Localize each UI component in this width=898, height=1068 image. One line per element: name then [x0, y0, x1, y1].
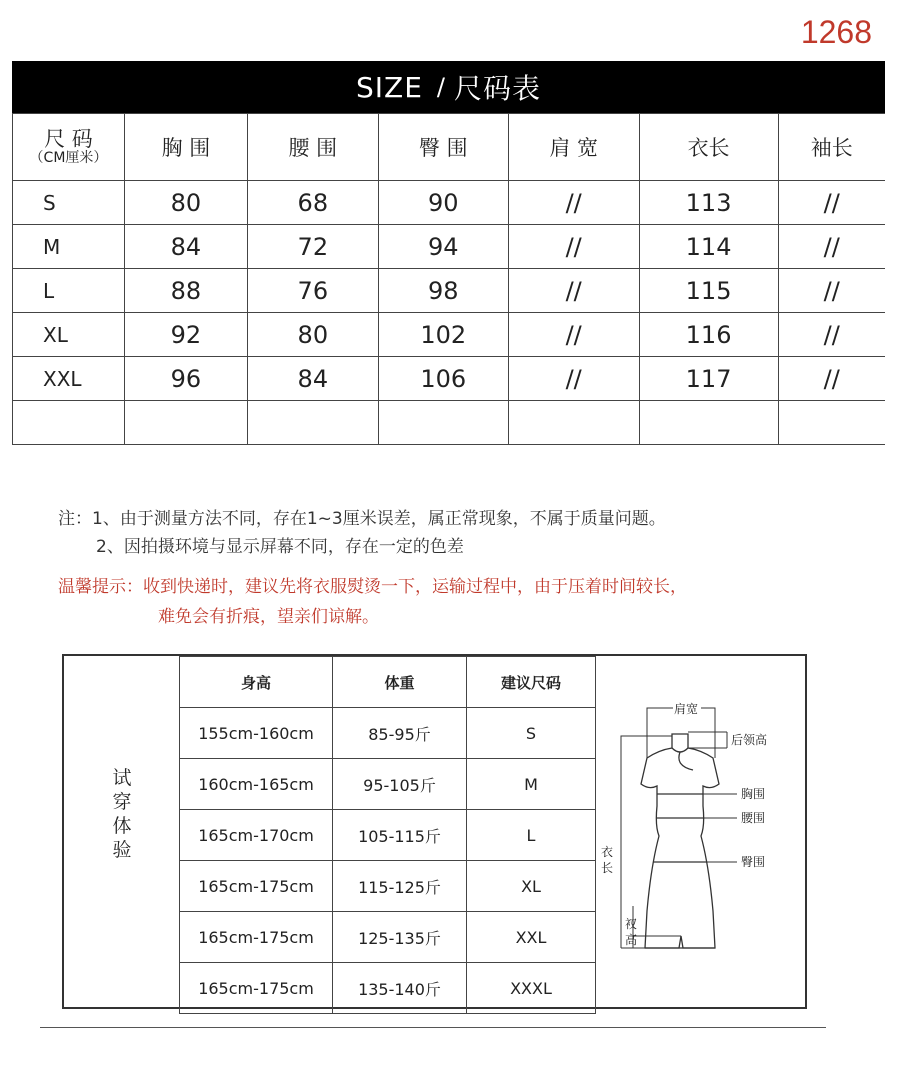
- measurement-notes: [58, 505, 666, 561]
- table-row: [180, 912, 596, 963]
- cell-chest: 92: [124, 313, 247, 357]
- label-shoulder: 肩宽: [674, 702, 699, 716]
- table-row: [13, 313, 886, 357]
- cell-shoulder: //: [508, 357, 639, 401]
- row-size: XXL: [13, 357, 125, 401]
- size-table: [12, 113, 885, 445]
- cell-suggested-size: XXL: [467, 912, 596, 963]
- row-size: L: [13, 269, 125, 313]
- qipao-dress-icon: [641, 734, 719, 948]
- banner-size-text: SIZE: [355, 70, 423, 104]
- table-row: [13, 401, 886, 445]
- cell-sleeve: //: [778, 313, 885, 357]
- cell-sleeve: [778, 401, 885, 445]
- cell-hip: [378, 401, 508, 445]
- fit-side-char: 试: [112, 767, 132, 789]
- header-waist: 腰 围: [247, 114, 378, 181]
- cell-height: 160cm-165cm: [180, 759, 333, 810]
- cell-sleeve: //: [778, 181, 885, 225]
- row-size: M: [13, 225, 125, 269]
- cell-suggested-size: XL: [467, 861, 596, 912]
- cell-waist: 72: [247, 225, 378, 269]
- cell-height: 165cm-175cm: [180, 912, 333, 963]
- label-collar: 后领高: [731, 733, 768, 747]
- table-row: [180, 963, 596, 1014]
- header-shoulder: 肩 宽: [508, 114, 639, 181]
- cell-length: 115: [639, 269, 778, 313]
- qipao-measurement-diagram: [597, 686, 802, 996]
- cell-chest: 96: [124, 357, 247, 401]
- cell-chest: 88: [124, 269, 247, 313]
- cell-chest: [124, 401, 247, 445]
- tip-line-2: 难免会有折痕，望亲们谅解。: [158, 607, 379, 627]
- size-header-unit: （CM厘米）: [29, 149, 108, 166]
- cell-weight: 95-105斤: [333, 759, 467, 810]
- label-length-1: 衣: [601, 845, 614, 859]
- cell-shoulder: //: [508, 269, 639, 313]
- cell-length: 113: [639, 181, 778, 225]
- cell-waist: 76: [247, 269, 378, 313]
- cell-weight: 115-125斤: [333, 861, 467, 912]
- cell-shoulder: [508, 401, 639, 445]
- cell-height: 155cm-160cm: [180, 708, 333, 759]
- fit-side-char: 体: [112, 815, 132, 837]
- cell-suggested-size: M: [467, 759, 596, 810]
- cell-hip: 98: [378, 269, 508, 313]
- fit-side-label: [102, 766, 142, 862]
- header-length: 衣长: [639, 114, 778, 181]
- header-hip: 臀 围: [378, 114, 508, 181]
- cell-shoulder: //: [508, 313, 639, 357]
- cell-hip: 90: [378, 181, 508, 225]
- table-row: [13, 269, 886, 313]
- table-row: [180, 861, 596, 912]
- cell-suggested-size: L: [467, 810, 596, 861]
- note-line-2: 2、因拍摄环境与显示屏幕不同，存在一定的色差: [96, 537, 464, 557]
- cell-chest: 84: [124, 225, 247, 269]
- label-chest: 胸围: [741, 787, 766, 801]
- label-waist: 腰围: [741, 811, 766, 825]
- fit-side-char: 验: [112, 839, 132, 861]
- cell-waist: 84: [247, 357, 378, 401]
- cell-height: 165cm-175cm: [180, 861, 333, 912]
- header-chest: 胸 围: [124, 114, 247, 181]
- table-row: [13, 225, 886, 269]
- cell-hip: 106: [378, 357, 508, 401]
- header-weight: 体重: [333, 657, 467, 708]
- banner-slash: /: [436, 73, 446, 101]
- cell-waist: 80: [247, 313, 378, 357]
- label-slit-1: 衩: [625, 917, 638, 931]
- table-row: [13, 357, 886, 401]
- cell-height: 165cm-175cm: [180, 963, 333, 1014]
- cell-waist: [247, 401, 378, 445]
- warm-tips: [58, 572, 687, 632]
- cell-suggested-size: S: [467, 708, 596, 759]
- cell-suggested-size: XXXL: [467, 963, 596, 1014]
- table-row: [180, 708, 596, 759]
- banner-title: 尺码表: [453, 72, 541, 105]
- size-chart-banner: [12, 61, 885, 113]
- table-row: [180, 810, 596, 861]
- cell-length: 114: [639, 225, 778, 269]
- fit-table: [179, 656, 596, 1014]
- table-row: [180, 759, 596, 810]
- header-sleeve: 袖长: [778, 114, 885, 181]
- cell-waist: 68: [247, 181, 378, 225]
- row-size: XL: [13, 313, 125, 357]
- fit-table-header: [180, 657, 596, 708]
- label-hip: 臀围: [741, 855, 766, 869]
- cell-length: [639, 401, 778, 445]
- fit-side-char: 穿: [112, 791, 132, 813]
- note-line-1: 注：1、由于测量方法不同，存在1~3厘米误差，属正常现象，不属于质量问题。: [58, 509, 666, 529]
- tip-line-1: 温馨提示：收到快递时，建议先将衣服熨烫一下，运输过程中，由于压着时间较长，: [58, 577, 687, 597]
- size-table-header: [13, 114, 886, 181]
- cell-sleeve: //: [778, 269, 885, 313]
- cell-length: 117: [639, 357, 778, 401]
- cell-length: 116: [639, 313, 778, 357]
- size-header-label: [13, 114, 125, 181]
- table-row: [13, 181, 886, 225]
- label-slit-2: 高: [625, 933, 638, 947]
- product-code: 1268: [800, 14, 872, 50]
- row-size: [13, 401, 125, 445]
- cell-chest: 80: [124, 181, 247, 225]
- label-length-2: 长: [601, 861, 614, 875]
- cell-sleeve: //: [778, 357, 885, 401]
- cell-weight: 135-140斤: [333, 963, 467, 1014]
- header-suggested-size: 建议尺码: [467, 657, 596, 708]
- fit-experience-box: [62, 654, 807, 1009]
- cell-shoulder: //: [508, 181, 639, 225]
- row-size: S: [13, 181, 125, 225]
- size-header-main: 尺 码: [44, 126, 93, 151]
- cell-shoulder: //: [508, 225, 639, 269]
- bottom-divider: [40, 1027, 826, 1028]
- cell-weight: 85-95斤: [333, 708, 467, 759]
- cell-sleeve: //: [778, 225, 885, 269]
- cell-height: 165cm-170cm: [180, 810, 333, 861]
- cell-hip: 102: [378, 313, 508, 357]
- cell-hip: 94: [378, 225, 508, 269]
- cell-weight: 105-115斤: [333, 810, 467, 861]
- cell-weight: 125-135斤: [333, 912, 467, 963]
- header-height: 身高: [180, 657, 333, 708]
